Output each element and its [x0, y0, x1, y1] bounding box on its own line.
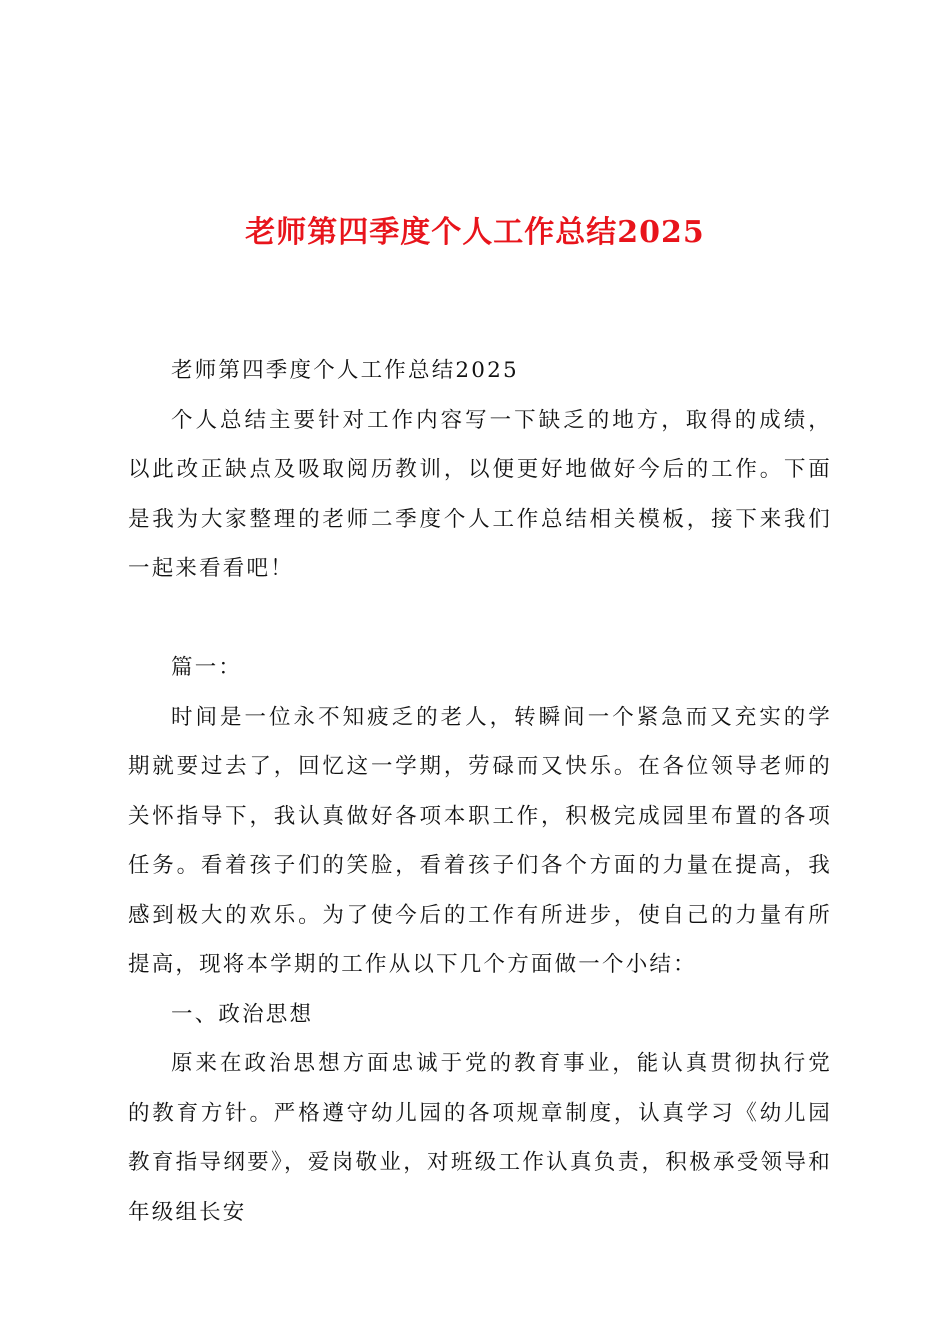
document-title: 老师第四季度个人工作总结2025 — [245, 215, 705, 250]
subtitle-paragraph: 老师第四季度个人工作总结2025 — [171, 358, 519, 383]
document-body — [128, 346, 832, 1237]
section-label: 篇一： — [171, 655, 243, 680]
body-paragraph: 时间是一位永不知疲乏的老人，转瞬间一个紧急而又充实的学期就要过去了，回忆这一学期，劳碌而又快乐。在各位领导老师的关怀指导下，我认真做好各项本职工作，积极完成园里布置的各项任务。看着孩子们的笑脸，看着孩子们各个方面的力量在提高，我感到极大的欢乐。为了使今后的工作有所进步，使自己的力量有所提高，现将本学期的工作从以下几个方面做一个小结： — [128, 704, 832, 977]
paragraph-spacer — [128, 594, 832, 644]
section-heading: 一、政治思想 — [171, 1001, 314, 1027]
body-paragraph: 原来在政治思想方面忠诚于党的教育事业，能认真贯彻执行党的教育方针。严格遵守幼儿园的各项规章制度，认真学习《幼儿园教育指导纲要》，爱岗敬业，对班级工作认真负责，积极承受领导和年级组长安 — [128, 1051, 832, 1225]
intro-paragraph: 个人总结主要针对工作内容写一下缺乏的地方，取得的成绩，以此改正缺点及吸取阅历教训，以便更好地做好今后的工作。下面是我为大家整理的老师二季度个人工作总结相关模板，接下来我们一起来看看吧！ — [128, 407, 832, 581]
